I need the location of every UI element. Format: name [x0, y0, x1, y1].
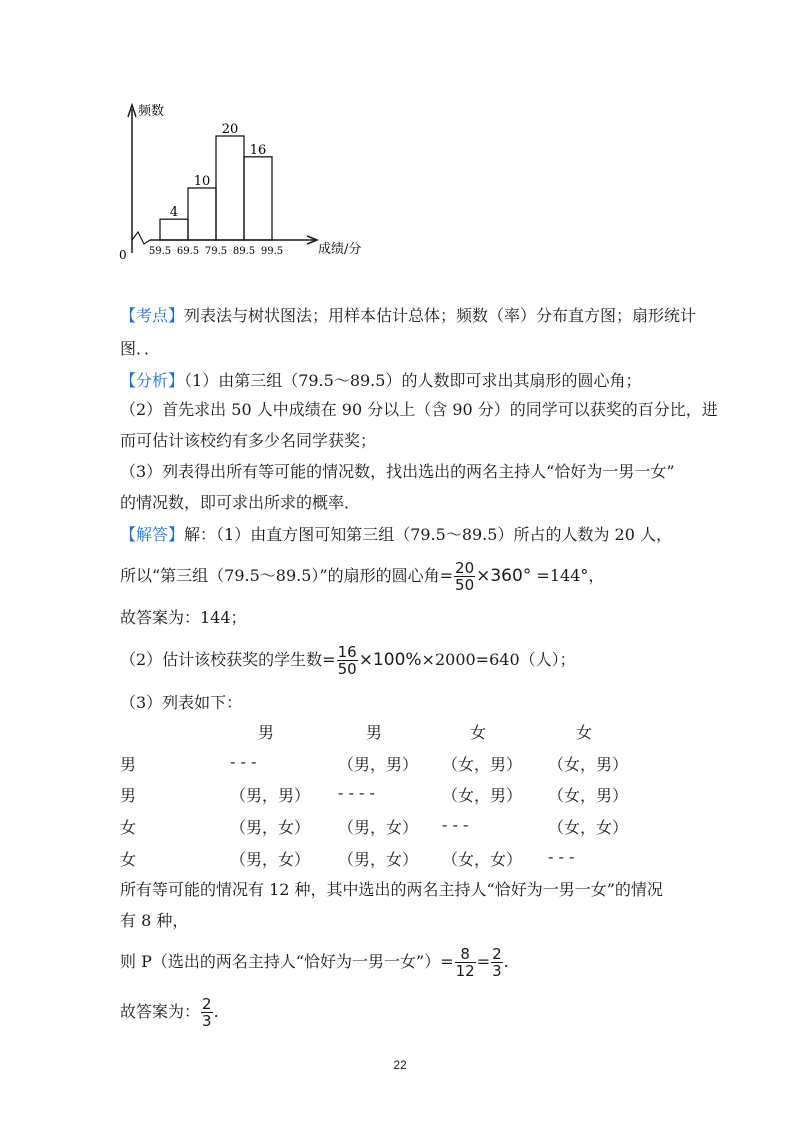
table-header-cell: 女	[470, 723, 487, 742]
table-cell: （女，男）	[442, 755, 523, 774]
x-tick-label: 69.5	[176, 246, 200, 257]
table-row-label: 女	[120, 818, 137, 837]
table-row-label: 女	[120, 850, 137, 869]
table-cell: （男，男）	[230, 786, 311, 805]
kaodian-line-1	[120, 305, 696, 327]
fenxi-line-5: 的情况数，即可求出所求的概率．	[120, 493, 361, 512]
table-row-label: 男	[120, 755, 137, 774]
jieda-line-3: 故答案为：144；	[120, 608, 247, 627]
table-cell: - - -	[548, 847, 575, 866]
fraction-20-50	[454, 560, 475, 593]
table-cell: （女，女）	[548, 818, 629, 837]
frac-num: 2	[492, 945, 502, 963]
fraction-8-12	[455, 946, 476, 979]
kaodian-text-1: 列表法与树状图法；用样本估计总体；频数（率）分布直方图；扇形统计	[184, 306, 697, 325]
period: .	[503, 952, 509, 971]
kaodian-tag: 【考点】	[120, 306, 185, 325]
x-axis-label: 成绩/分	[318, 242, 362, 257]
x-tick-label: 99.5	[260, 246, 284, 257]
frac-den: 3	[202, 1012, 212, 1030]
fenxi-tag: 【分析】	[120, 371, 185, 390]
x-axis-break	[132, 232, 150, 244]
frac-num: 2	[202, 995, 212, 1013]
table-cell: （女，男）	[442, 786, 523, 805]
table-cell: （女，男）	[548, 755, 629, 774]
frac-num: 20	[455, 559, 475, 577]
histogram-chart	[110, 95, 380, 265]
table-cell: （男，女）	[338, 850, 419, 869]
jieda-l4-text: （2）估计该校获奖的学生数=	[120, 650, 336, 669]
table-cell: - - -	[442, 815, 469, 834]
table-cell: （男，女）	[230, 818, 311, 837]
frac-den: 50	[455, 576, 475, 594]
histogram-bar	[244, 157, 272, 240]
histogram-bar	[160, 219, 188, 240]
fraction-16-50	[337, 644, 358, 677]
y-axis-label: 频数	[138, 104, 165, 119]
table-header-cell: 男	[366, 723, 383, 742]
x-tick-label: 59.5	[148, 246, 172, 257]
fraction-2-3	[491, 946, 503, 979]
x-tick-label: 89.5	[232, 246, 256, 257]
answer-text: 故答案为：	[120, 1002, 201, 1021]
frac-num: 16	[337, 643, 357, 661]
jieda-l2-text: 所以“第三组（79.5～89.5）”的扇形的圆心角=	[120, 566, 454, 585]
result-640: ×2000=640（人）；	[421, 650, 576, 669]
table-cell: （女，女）	[442, 850, 523, 869]
times-360: ×360°	[476, 566, 532, 586]
fenxi-line-2: （2）首先求出 50 人中成绩在 90 分以上（含 90 分）的同学可以获奖的百分比，进	[120, 400, 718, 419]
table-cell: （男，女）	[230, 850, 311, 869]
period: .	[213, 1002, 219, 1021]
table-cell: - - -	[230, 752, 257, 771]
jieda-line-5: （3）列表如下：	[120, 693, 243, 712]
table-header-cell: 女	[576, 723, 593, 742]
conclusion-line-1: 所有等可能的情况有 12 种，其中选出的两名主持人“恰好为一男一女”的情况	[120, 880, 663, 899]
bar-value-label: 20	[221, 122, 239, 137]
frac-den: 50	[337, 660, 357, 678]
jieda-text-1: 解：（1）由直方图可知第三组（79.5～89.5）所占的人数为 20 人，	[184, 525, 672, 544]
jieda-line-2	[120, 556, 604, 596]
kaodian-line-2: 图．．	[120, 339, 161, 358]
frac-num: 8	[455, 946, 476, 963]
table-header-cell: 男	[258, 723, 275, 742]
result-144: =144°，	[536, 566, 605, 585]
table-cell: （男，男）	[338, 755, 419, 774]
histogram-bar	[188, 188, 216, 240]
jieda-line-1	[120, 524, 672, 546]
fenxi-line-3: 而可估计该校约有多少名同学获奖；	[120, 431, 377, 450]
bar-value-label: 4	[169, 205, 179, 221]
bar-value-label: 10	[193, 174, 211, 189]
table-cell: - - - -	[338, 783, 375, 802]
jieda-tag: 【解答】	[120, 525, 185, 544]
origin-label: 0	[119, 248, 127, 262]
probability-text: 则 P（选出的两名主持人“恰好为一男一女”）=	[120, 952, 454, 971]
histogram-bar	[216, 136, 244, 240]
conclusion-line-2: 有 8 种，	[120, 911, 189, 930]
table-cell: （男，女）	[338, 818, 419, 837]
bar-value-label: 16	[249, 142, 267, 158]
table-row-label: 男	[120, 786, 137, 805]
x-tick-label: 79.5	[204, 246, 228, 257]
fenxi-line-1	[120, 370, 641, 392]
jieda-line-4	[120, 640, 576, 680]
answer-line	[120, 992, 219, 1032]
times-100pct: ×100%	[358, 650, 422, 670]
fenxi-line-4: （3）列表得出所有等可能的情况数，找出选出的两名主持人“恰好为一男一女”	[120, 462, 675, 481]
equals: =	[476, 952, 491, 971]
fenxi-text-1: （1）由第三组（79.5～89.5）的人数即可求出其扇形的圆心角；	[184, 371, 642, 390]
frac-den: 3	[492, 962, 502, 980]
page-number: 22	[393, 1058, 407, 1072]
probability-line	[120, 942, 509, 982]
table-cell: （女，男）	[548, 786, 629, 805]
fraction-answer	[201, 996, 213, 1029]
frac-den: 12	[455, 962, 475, 980]
